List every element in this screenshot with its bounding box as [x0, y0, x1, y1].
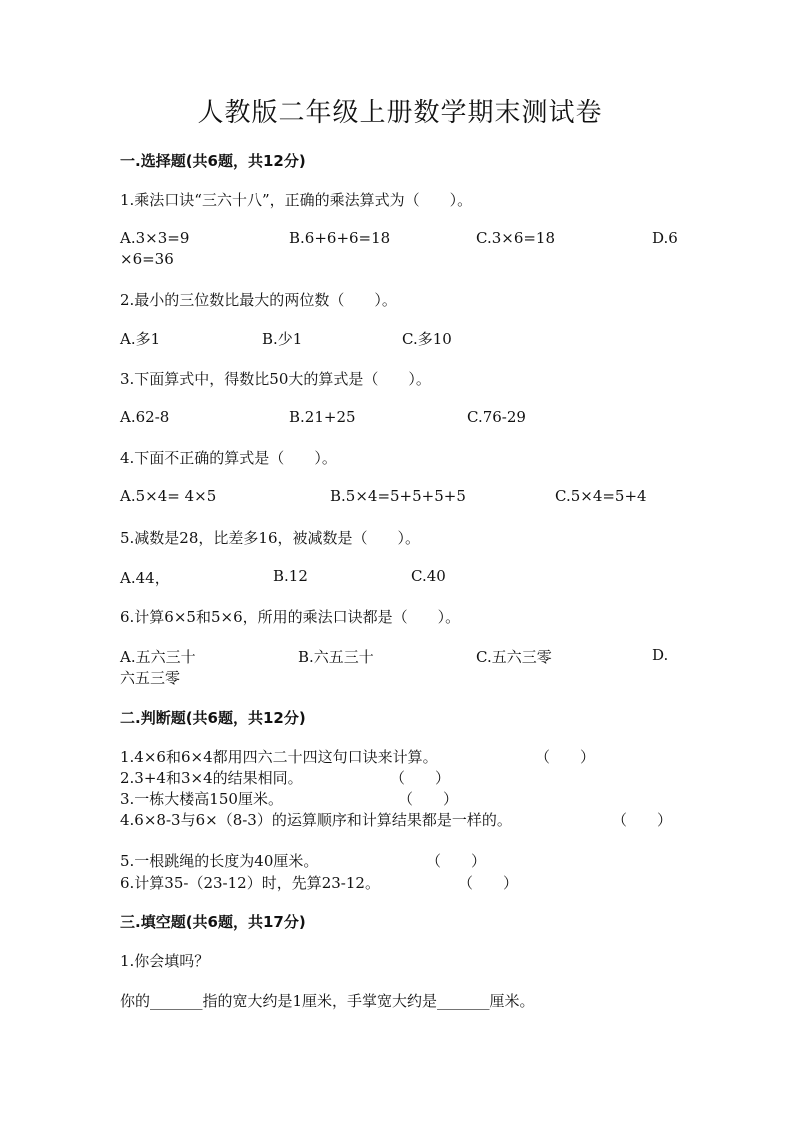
section-heading-fill-in: 三.填空题(共6题，共17分)	[120, 913, 306, 931]
option-b: B.12	[273, 567, 308, 585]
judgment-statement: 3.一栋大楼高150厘米。	[120, 790, 283, 808]
page-title: 人教版二年级上册数学期末测试卷	[197, 98, 603, 128]
option-b: B.6+6+6=18	[289, 229, 391, 247]
option-c: C.五六三零	[476, 648, 552, 666]
judgment-statement: 1.4×6和6×4都用四六二十四这句口诀来计算。	[120, 748, 438, 766]
answer-parentheses: （ ）	[535, 748, 596, 766]
answer-parentheses: （ ）	[458, 874, 519, 892]
question-text: 5.减数是28，比差多16，被减数是（ ）。	[120, 529, 420, 547]
answer-parentheses: （ ）	[398, 790, 459, 808]
option-d: D.6	[652, 229, 678, 247]
question-text: 4.下面不正确的算式是（ ）。	[120, 449, 337, 467]
option-a: A.44，	[120, 569, 170, 587]
answer-parentheses: （ ）	[390, 769, 451, 787]
option-a: A.5×4= 4×5	[120, 487, 217, 505]
question-text: 2.最小的三位数比最大的两位数（ ）。	[120, 291, 397, 309]
option-a: A.3×3=9	[120, 229, 190, 247]
question-text: 3.下面算式中，得数比50大的算式是（ ）。	[120, 370, 431, 388]
answer-parentheses: （ ）	[426, 852, 487, 870]
option-c: C.多10	[402, 330, 452, 348]
option-b: B.六五三十	[298, 648, 374, 666]
judgment-statement: 4.6×8-3与6×（8-3）的运算顺序和计算结果都是一样的。	[120, 811, 512, 829]
fill-in-sentence: 你的_______指的宽大约是1厘米，手掌宽大约是_______厘米。	[120, 992, 535, 1010]
question-text: 6.计算6×5和5×6，所用的乘法口诀都是（ ）。	[120, 608, 461, 626]
option-d-continued: 六五三零	[120, 669, 181, 687]
question-text: 1.你会填吗？	[120, 952, 210, 970]
option-d-continued: ×6=36	[120, 250, 174, 268]
option-b: B.5×4=5+5+5+5	[330, 487, 466, 505]
judgment-statement: 2.3+4和3×4的结果相同。	[120, 769, 303, 787]
section-heading-judgment: 二.判断题(共6题，共12分)	[120, 709, 306, 727]
option-a: A.62-8	[120, 408, 170, 426]
section-heading-choice: 一.选择题(共6题，共12分)	[120, 152, 306, 170]
answer-parentheses: （ ）	[612, 811, 673, 829]
option-b: B.少1	[262, 330, 303, 348]
option-c: C.5×4=5+4	[555, 487, 647, 505]
judgment-statement: 5.一根跳绳的长度为40厘米。	[120, 852, 319, 870]
option-a: A.五六三十	[120, 648, 196, 666]
option-c: C.40	[411, 567, 446, 585]
judgment-statement: 6.计算35-（23-12）时，先算23-12。	[120, 874, 380, 892]
question-text: 1.乘法口诀“三六十八”，正确的乘法算式为（ ）。	[120, 191, 473, 209]
option-b: B.21+25	[289, 408, 356, 426]
option-d: D.	[652, 646, 669, 664]
option-c: C.76-29	[467, 408, 526, 426]
option-a: A.多1	[120, 330, 161, 348]
option-c: C.3×6=18	[476, 229, 556, 247]
